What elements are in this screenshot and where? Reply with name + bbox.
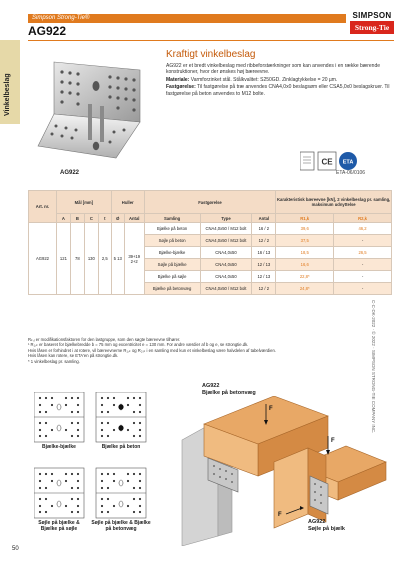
illus-top-sub: Bjælke på betonvæg (202, 389, 256, 396)
svg-text:F: F (269, 406, 273, 412)
svg-text:CE: CE (321, 157, 333, 167)
cell-r1: 24,8* (276, 283, 334, 295)
fastgorelse-text: Til fastgørelse på træ anvendes CNA4,0x0 beslagsøm eller CSA5,0x0 beslagskruer. Til fastgørelse på beton anvendes to M12 bolte. (166, 84, 390, 97)
materiale-label: Materiale: (166, 76, 190, 83)
cell-samling: Bjælke på beton (144, 223, 200, 235)
svg-text:ETA: ETA (342, 159, 354, 166)
product-caption: AG922 (60, 170, 80, 176)
ce-mark-icon (318, 152, 336, 170)
nailing-diagrams (34, 392, 174, 540)
fastgorelse-label: Fastgørelse: (166, 84, 196, 91)
cell-r2: 26,5 (334, 247, 392, 259)
title-divider (28, 40, 394, 41)
spec-table (28, 190, 392, 295)
note-line: Rₖ,ᵢ er modifikationsfaktoren for den lastgruppe, som den søgte bæreevne tilhører. (28, 337, 181, 342)
note-line: * 1 vinkelbeslag pr. samling. (28, 358, 80, 364)
cell-antal: 12 / 13 (252, 271, 276, 283)
materiale-text: Varmforzinket stål. Stålkvalitet: S250GD. Zinklagtykkelse = 20 µm. (190, 76, 338, 83)
installation-illustration (178, 396, 394, 546)
cell-antal: 16 / 2 (252, 223, 276, 235)
illus-bottom-sub: Søjle på bjælk (308, 525, 345, 532)
cell-type: CNA4,0x50 (200, 259, 252, 271)
intro-paragraph: AG922 er et bredt vinkelbeslag med ribbeforstærkninger som kan anvendes i en række bærende konstruktioner, hvor der ønskes høj bæreevne. (166, 63, 381, 76)
page-title: AG922 (28, 24, 67, 38)
cell-antal: 16 / 13 (252, 247, 276, 259)
description (166, 63, 392, 97)
table-notes (28, 337, 392, 364)
sub-dia: Ø (111, 214, 124, 223)
cell-antal: 12 / 2 (252, 235, 276, 247)
side-tab (0, 40, 20, 124)
dim-a: 121 (56, 223, 70, 295)
dim-t: 2,5 (98, 223, 111, 295)
cell-r1: 16,6 (276, 259, 334, 271)
cell-r2: 46,2 (334, 223, 392, 235)
nailing-pattern-icon (34, 392, 84, 442)
copyright-vertical: C-C-DK-2022 · © 2022 · SIMPSON STRONG-TIE COMPANY INC. (371, 300, 376, 434)
diagram-label: Bjælke på beton (101, 444, 141, 450)
cell-r2: - (334, 271, 392, 283)
cell-samling: Bjælke-bjælke (144, 247, 200, 259)
cell-r2: - (334, 235, 392, 247)
illustration-caption-bottom (308, 519, 345, 532)
cell-r2: - (334, 259, 392, 271)
cell-samling: Søjle på bjælke (144, 259, 200, 271)
illus-bottom-title: AG922 (308, 519, 326, 525)
side-tab-label: Vinkelbeslag (4, 73, 11, 116)
sub-r1: R1,k (276, 214, 334, 223)
hole-dia: 5 13 (111, 223, 124, 295)
hole-count: 39+19 2+2 (124, 223, 144, 295)
cell-samling: Bjælke på betonvæg (144, 283, 200, 295)
cell-antal: 12 / 13 (252, 259, 276, 271)
cell-r1: 37,5 (276, 235, 334, 247)
simpson-logo (350, 10, 394, 37)
document-icon (300, 152, 314, 170)
diagram-label: Søjle på bjælke & Bjælke på betonvæg (91, 520, 151, 532)
brand-bar (28, 14, 346, 23)
svg-text:F: F (331, 438, 335, 444)
cell-r1: 22,8* (276, 271, 334, 283)
sub-a: A (56, 214, 70, 223)
sub-r2: R2,k (334, 214, 392, 223)
dim-c: 130 (84, 223, 98, 295)
note-line: Hvis låsen kan rotere, se ETA'en på strongtie.dk. (28, 353, 119, 359)
diagram-label: Bjælke-bjælke (42, 444, 76, 450)
certification-icons (300, 150, 390, 172)
sub-samling: Samling (144, 214, 200, 223)
cell-type: CNA4,0x50 / M12 bolt (200, 235, 252, 247)
cell-samling: Bjælke på søjle (144, 271, 200, 283)
note-line: Hvis låsen er forhindret i at rotere, vil bæreevnerne R₁,ₖ og R₂,ₖ i en samling med kun et vinkelbeslag være halvdelen af tabelværdien. (28, 347, 276, 353)
cell-type: CNA4,0x50 (200, 247, 252, 259)
col-fasteners: Fastgørelse (144, 191, 276, 214)
col-dims: Mål [mm] (56, 191, 111, 214)
cell-samling: Søjle på beton (144, 235, 200, 247)
sub-antal2: Antal (252, 214, 276, 223)
eta-number: ETA-06/0106 (336, 170, 366, 176)
illus-top-title: AG922 (202, 383, 220, 389)
sub-type: Type (200, 214, 252, 223)
diagram-label: Søjle på bjælke & Bjælke på søjle (38, 520, 80, 532)
sub-c: C (84, 214, 98, 223)
brand-bar-text: Simpson Strong-Tie® (32, 15, 90, 21)
col-art: Art. nr. (29, 191, 57, 223)
col-holes: Huller (111, 191, 144, 214)
cell-type: CNA4,0x50 / M12 bolt (200, 283, 252, 295)
svg-text:F: F (278, 512, 282, 518)
cell-antal: 12 / 2 (252, 283, 276, 295)
sub-b: B (70, 214, 84, 223)
cell-r1: 18,5 (276, 247, 334, 259)
logo-bottom-text: Strong-Tie (350, 21, 394, 34)
section-heading: Kraftigt vinkelbeslag (166, 49, 256, 60)
page-number: 50 (12, 546, 19, 552)
col-capacity: Karakteristisk bæreevne [kN], 2 vinkelbeslag pr. samling, maksimum udnyttelse (276, 191, 392, 214)
eta-icon (339, 152, 357, 170)
cell-type: CNA4,0x50 (200, 271, 252, 283)
illustration-caption-top (202, 383, 256, 396)
art-cell: AG922 (29, 223, 57, 295)
sub-antal: Antal (124, 214, 144, 223)
product-image (36, 50, 156, 170)
sub-t: t (98, 214, 111, 223)
logo-top-text: SIMPSON (350, 10, 394, 21)
note-line: ¹ R₁,ₖ er baseret for bjælkebredde b = 75 mm og excentricitet e = 130 mm. For andre værdier af b og e, se strongtie.dk. (28, 342, 249, 348)
cell-type: CNA4,0x50 / M12 bolt (200, 223, 252, 235)
cell-r1: 39,6 (276, 223, 334, 235)
cell-r2: - (334, 283, 392, 295)
dim-b: 78 (70, 223, 84, 295)
table-row (29, 223, 392, 235)
